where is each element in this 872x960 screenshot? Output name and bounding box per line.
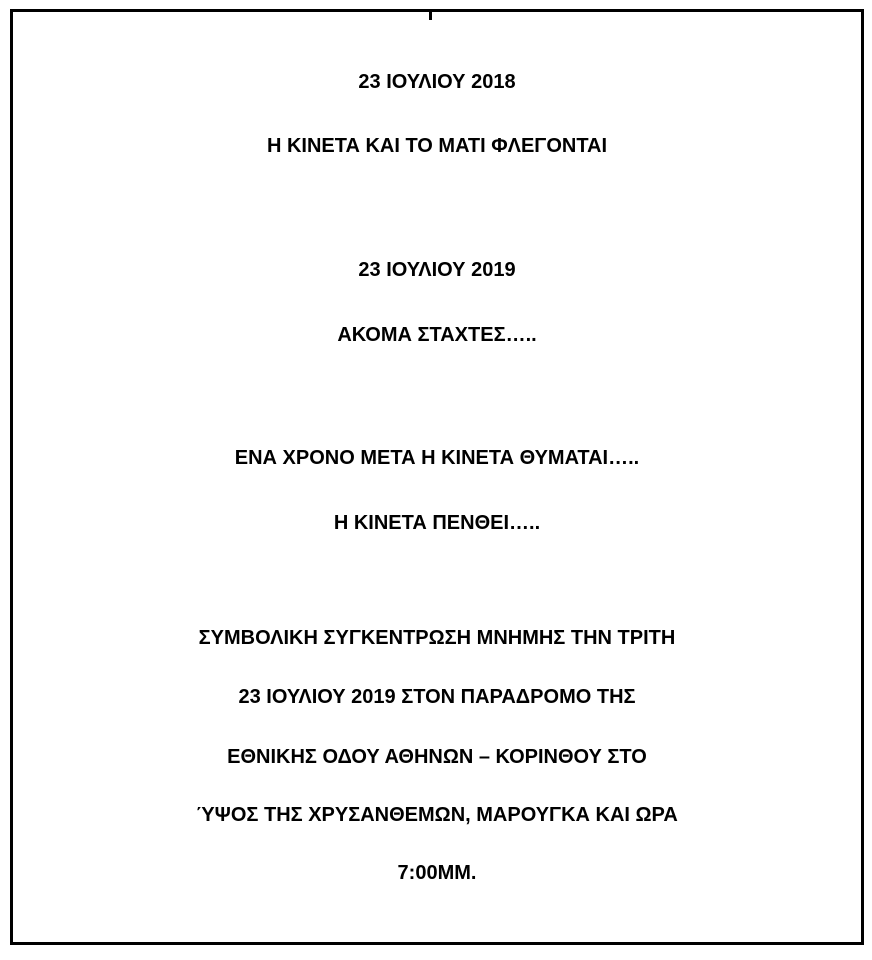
- gathering-line-4: ΎΨΟΣ ΤΗΣ ΧΡΥΣΑΝΘΕΜΩΝ, ΜΑΡΟΥΓΚΑ ΚΑΙ ΩΡΑ: [196, 804, 678, 826]
- anniversary-line-1: ΕΝΑ ΧΡΟΝΟ ΜΕΤΑ Η ΚΙΝΕΤΑ ΘΥΜΑΤΑΙ…..: [234, 447, 640, 469]
- gathering-line-1: ΣΥΜΒΟΛΙΚΗ ΣΥΓΚΕΝΤΡΩΣΗ ΜΝΗΜΗΣ ΤΗΝ ΤΡΙΤΗ: [198, 627, 676, 649]
- gathering-line-2: 23 ΙΟΥΛΙΟΥ 2019 ΣΤΟΝ ΠΑΡΑΔΡΟΜΟ ΤΗΣ: [238, 686, 636, 708]
- headline-2019: ΑΚΟΜΑ ΣΤΑΧΤΕΣ…..: [337, 324, 537, 346]
- headline-2018: Η ΚΙΝΕΤΑ ΚΑΙ ΤΟ ΜΑΤΙ ΦΛΕΓΟΝΤΑΙ: [266, 135, 608, 157]
- gathering-line-3: ΕΘΝΙΚΗΣ ΟΔΟΥ ΑΘΗΝΩΝ – ΚΟΡΙΝΘΟΥ ΣΤΟ: [227, 746, 647, 768]
- gathering-time: 7:00ΜΜ.: [397, 862, 477, 884]
- anniversary-line-2: Η ΚΙΝΕΤΑ ΠΕΝΘΕΙ…..: [333, 512, 541, 534]
- top-tick-mark: [429, 9, 432, 20]
- date-2019: 23 ΙΟΥΛΙΟΥ 2019: [358, 259, 516, 281]
- date-2018: 23 ΙΟΥΛΙΟΥ 2018: [358, 71, 516, 93]
